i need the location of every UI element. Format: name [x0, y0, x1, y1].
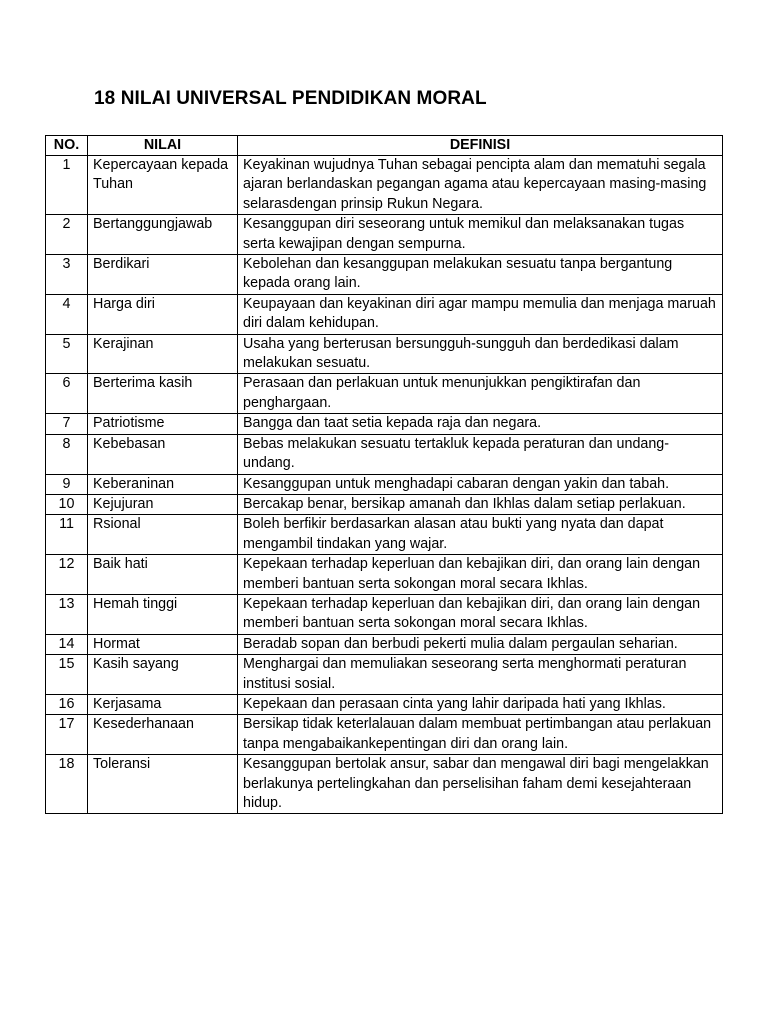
page-title: 18 NILAI UNIVERSAL PENDIDIKAN MORAL — [94, 88, 487, 109]
value-definition: Menghargai dan memuliakan seseorang serta menghormati peraturan institusi sosial. — [238, 655, 723, 695]
value-name: Kasih sayang — [88, 655, 238, 695]
value-name: Berterima kasih — [88, 374, 238, 414]
row-number: 6 — [46, 374, 88, 414]
table-row — [46, 334, 723, 374]
value-definition: Kepekaan terhadap keperluan dan kebajikan diri, dan orang lain dengan memberi bantuan serta sokongan moral secara Ikhlas. — [238, 594, 723, 634]
row-number: 16 — [46, 694, 88, 714]
values-table — [45, 135, 723, 814]
value-name: Patriotisme — [88, 414, 238, 434]
table-row — [46, 494, 723, 514]
table-row — [46, 655, 723, 695]
value-definition: Kesanggupan diri seseorang untuk memikul dan melaksanakan tugas serta kewajipan dengan sempurna. — [238, 215, 723, 255]
value-definition: Bebas melakukan sesuatu tertakluk kepada peraturan dan undang-undang. — [238, 434, 723, 474]
table-row — [46, 156, 723, 215]
row-number: 3 — [46, 255, 88, 295]
value-name: Toleransi — [88, 755, 238, 814]
value-name: Baik hati — [88, 555, 238, 595]
row-number: 18 — [46, 755, 88, 814]
value-name: Keberaninan — [88, 474, 238, 494]
row-number: 10 — [46, 494, 88, 514]
value-name: Rsional — [88, 515, 238, 555]
table-row — [46, 515, 723, 555]
row-number: 14 — [46, 634, 88, 654]
table-body — [46, 156, 723, 814]
value-definition: Kepekaan terhadap keperluan dan kebajikan diri, dan orang lain dengan memberi bantuan serta sokongan moral secara Ikhlas. — [238, 555, 723, 595]
value-definition: Kepekaan dan perasaan cinta yang lahir daripada hati yang Ikhlas. — [238, 694, 723, 714]
value-definition: Beradab sopan dan berbudi pekerti mulia dalam pergaulan seharian. — [238, 634, 723, 654]
table-row — [46, 374, 723, 414]
table-row — [46, 294, 723, 334]
table-row — [46, 694, 723, 714]
value-name: Kepercayaan kepada Tuhan — [88, 156, 238, 215]
value-definition: Keyakinan wujudnya Tuhan sebagai pencipta alam dan mematuhi segala ajaran berlandaskan pegangan agama atau kepercayaan masing-masing selarasdengan prinsip Rukun Negara. — [238, 156, 723, 215]
row-number: 4 — [46, 294, 88, 334]
value-name: Kerjasama — [88, 694, 238, 714]
table-row — [46, 715, 723, 755]
row-number: 5 — [46, 334, 88, 374]
value-name: Berdikari — [88, 255, 238, 295]
value-name: Kesederhanaan — [88, 715, 238, 755]
table-row — [46, 474, 723, 494]
value-name: Hormat — [88, 634, 238, 654]
table-row — [46, 434, 723, 474]
row-number: 15 — [46, 655, 88, 695]
value-definition: Usaha yang berterusan bersungguh-sungguh dan berdedikasi dalam melakukan sesuatu. — [238, 334, 723, 374]
value-name: Bertanggungjawab — [88, 215, 238, 255]
row-number: 9 — [46, 474, 88, 494]
value-definition: Kebolehan dan kesanggupan melakukan sesuatu tanpa bergantung kepada orang lain. — [238, 255, 723, 295]
table-header — [46, 136, 723, 156]
table-row — [46, 414, 723, 434]
table-row — [46, 215, 723, 255]
value-definition: Kesanggupan untuk menghadapi cabaran dengan yakin dan tabah. — [238, 474, 723, 494]
value-name: Kebebasan — [88, 434, 238, 474]
value-definition: Kesanggupan bertolak ansur, sabar dan mengawal diri bagi mengelakkan berlakunya pertelingkahan dan perselisihan faham demi kesejahteraan hidup. — [238, 755, 723, 814]
table-row — [46, 594, 723, 634]
value-name: Harga diri — [88, 294, 238, 334]
header-definisi: DEFINISI — [238, 136, 723, 156]
value-definition: Keupayaan dan keyakinan diri agar mampu memulia dan menjaga maruah diri dalam kehidupan. — [238, 294, 723, 334]
value-definition: Perasaan dan perlakuan untuk menunjukkan pengiktirafan dan penghargaan. — [238, 374, 723, 414]
table-row — [46, 555, 723, 595]
value-definition: Bangga dan taat setia kepada raja dan negara. — [238, 414, 723, 434]
row-number: 2 — [46, 215, 88, 255]
header-no: NO. — [46, 136, 88, 156]
value-name: Kerajinan — [88, 334, 238, 374]
row-number: 11 — [46, 515, 88, 555]
header-nilai: NILAI — [88, 136, 238, 156]
value-definition: Bercakap benar, bersikap amanah dan Ikhlas dalam setiap perlakuan. — [238, 494, 723, 514]
header-row — [46, 136, 723, 156]
table-row — [46, 634, 723, 654]
row-number: 7 — [46, 414, 88, 434]
row-number: 1 — [46, 156, 88, 215]
row-number: 8 — [46, 434, 88, 474]
value-name: Kejujuran — [88, 494, 238, 514]
row-number: 17 — [46, 715, 88, 755]
table-row — [46, 255, 723, 295]
value-definition: Boleh berfikir berdasarkan alasan atau bukti yang nyata dan dapat mengambil tindakan yang wajar. — [238, 515, 723, 555]
row-number: 13 — [46, 594, 88, 634]
value-name: Hemah tinggi — [88, 594, 238, 634]
value-definition: Bersikap tidak keterlalauan dalam membuat pertimbangan atau perlakuan tanpa mengabaikankepentingan diri dan orang lain. — [238, 715, 723, 755]
row-number: 12 — [46, 555, 88, 595]
table-row — [46, 755, 723, 814]
